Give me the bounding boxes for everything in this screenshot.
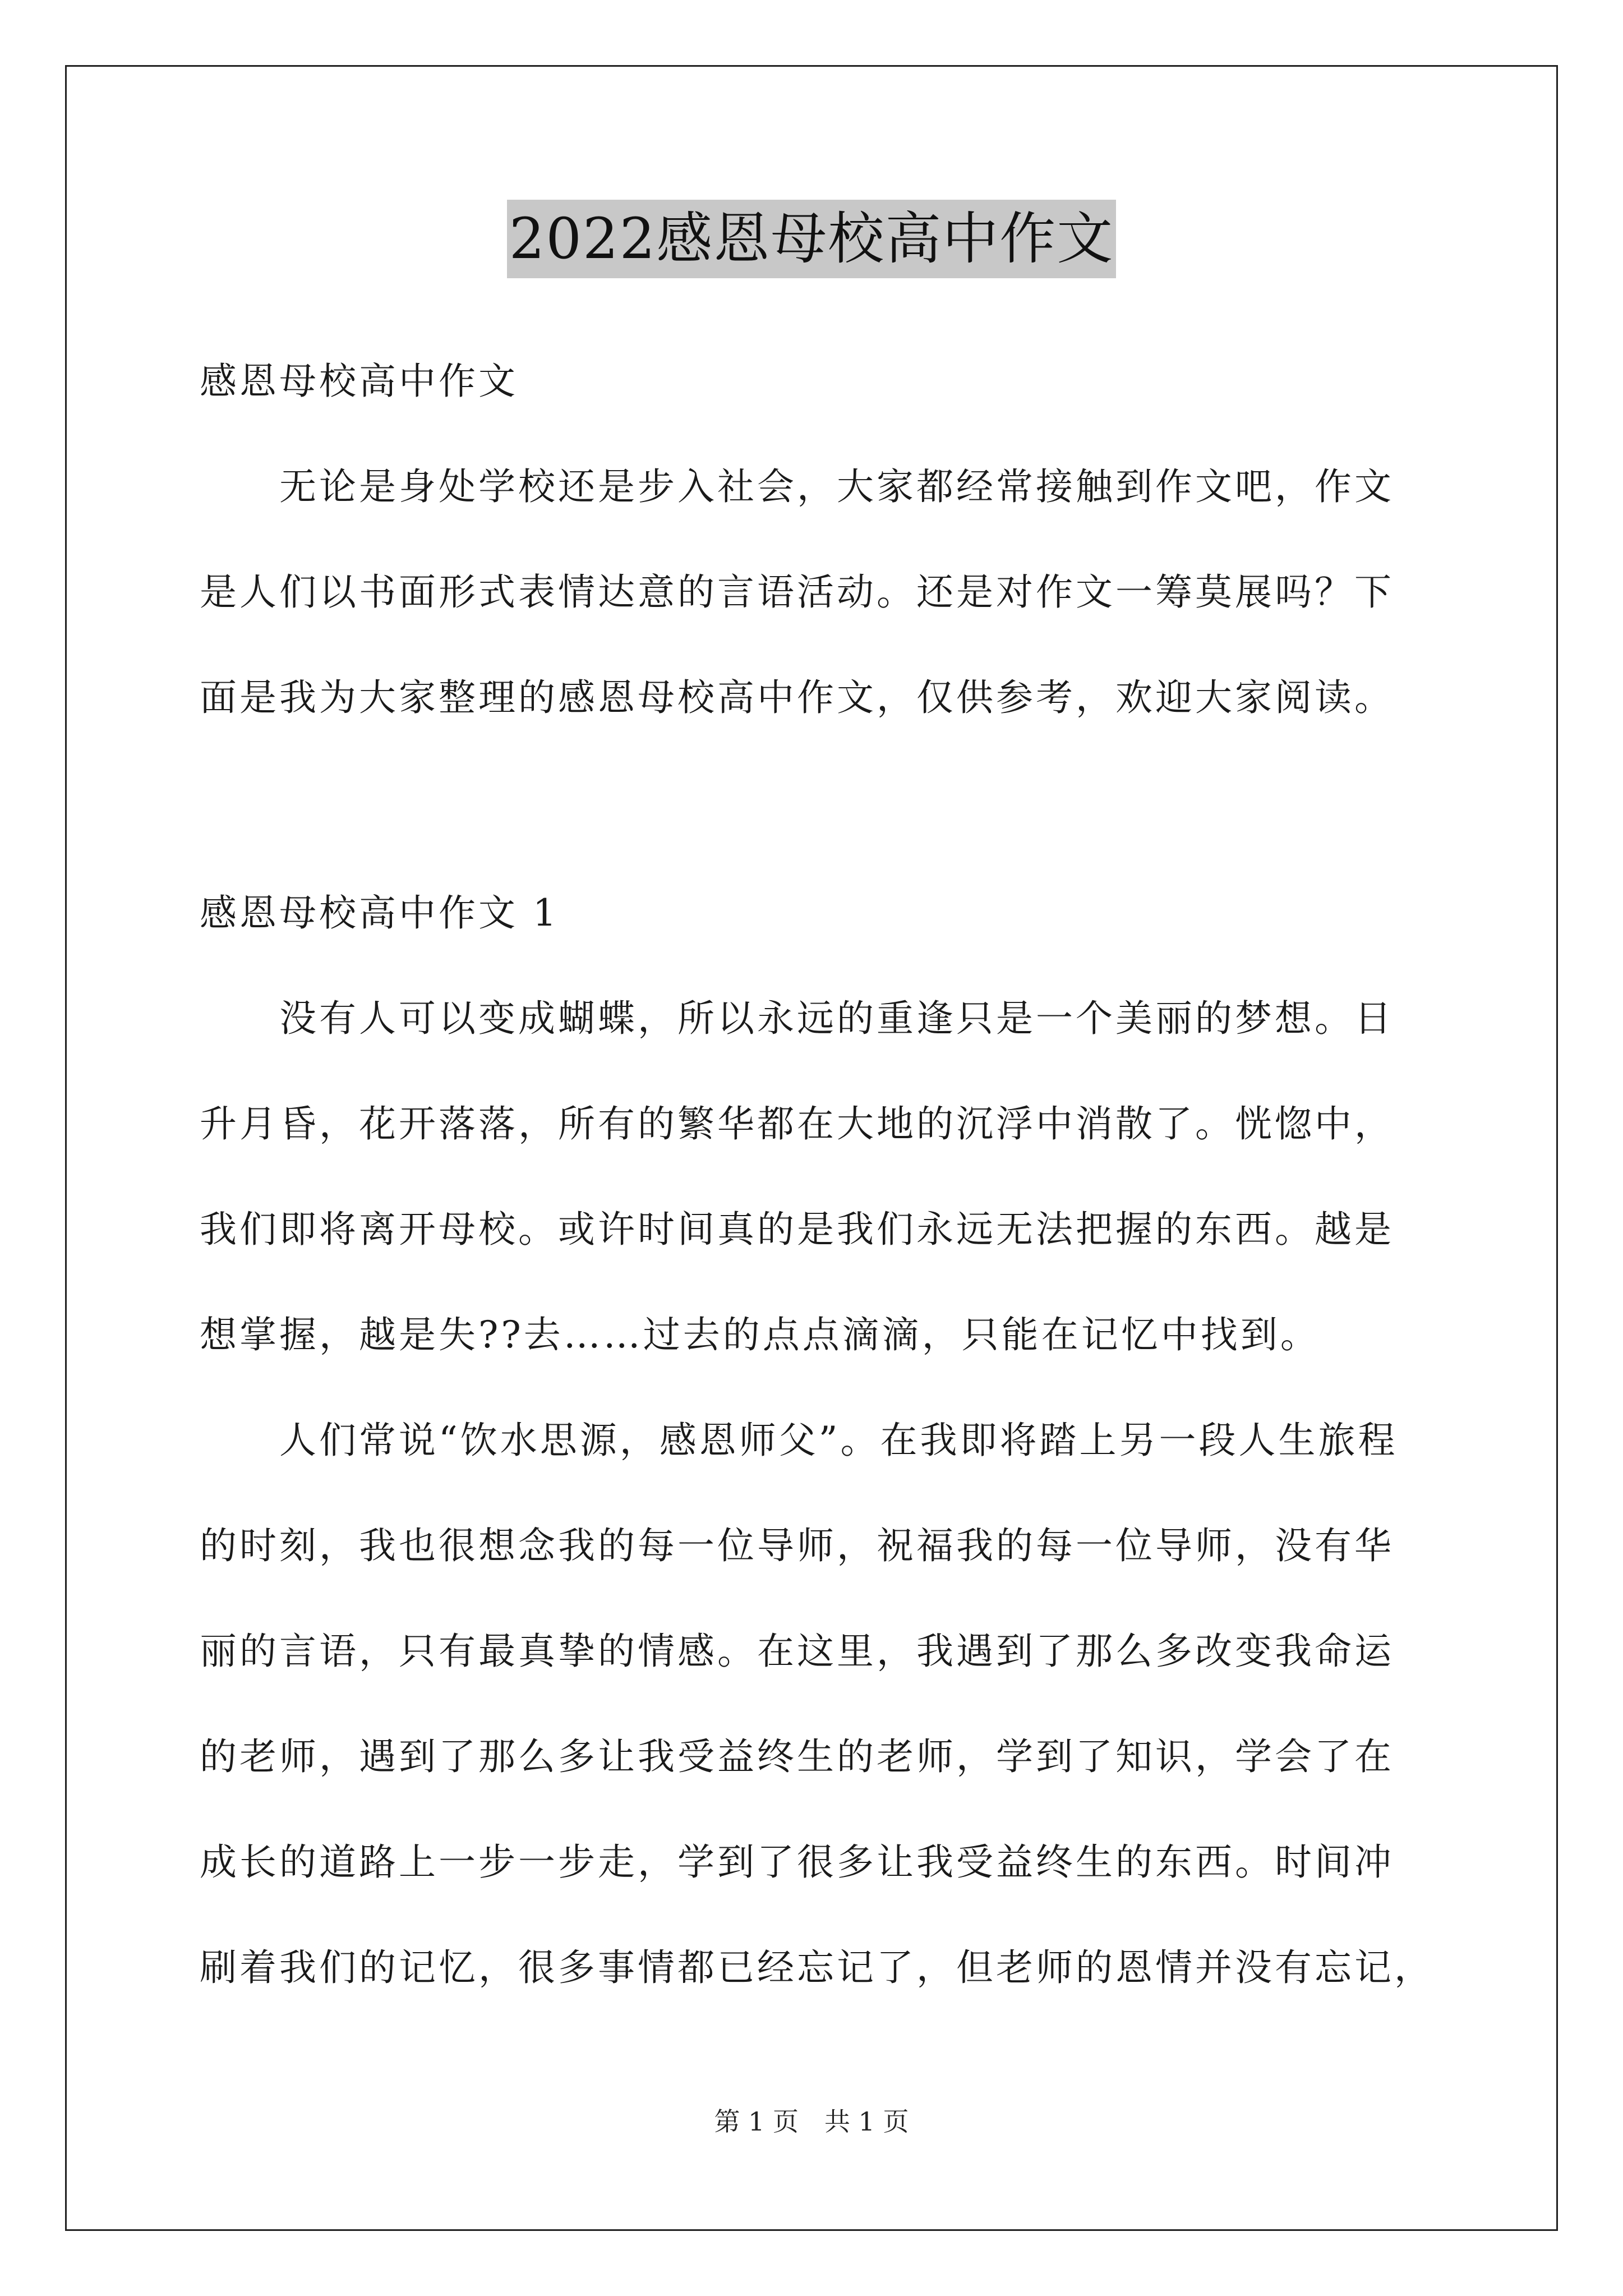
para1-line-4: 想掌握，越是失??去……过去的点点滴滴，只能在记忆中找到。: [200, 1313, 1320, 1356]
section-heading-line: 感恩母校高中作文 1: [200, 891, 559, 935]
paragraph-1: [200, 996, 1434, 1990]
para2-line-5: 成长的道路上一步一步走，学到了很多让我受益终生的东西。时间冲: [200, 1841, 1394, 1884]
para2-line-3: 丽的言语，只有最真挚的情感。在这里，我遇到了那么多改变我命运: [200, 1630, 1394, 1673]
intro-paragraph: [200, 464, 1428, 720]
intro-line-2: 是人们以书面形式表情达意的言语活动。还是对作文一筹莫展吗？下: [200, 570, 1394, 614]
page-footer: [0, 2105, 1623, 2138]
intro-line-1: 无论是身处学校还是步入社会，大家都经常接触到作文吧，作文: [200, 465, 1394, 508]
para2-line-1: 人们常说“饮水思源，感恩师父”。在我即将踏上另一段人生旅程: [200, 1419, 1398, 1462]
intro-line-3: 面是我为大家整理的感恩母校高中作文，仅供参考，欢迎大家阅读。: [200, 676, 1394, 719]
subtitle: [200, 359, 1428, 404]
page-number-label: 第 1 页 共 1 页: [714, 2106, 909, 2137]
title-wrap: [0, 200, 1623, 278]
para1-line-3: 我们即将离开母校。或许时间真的是我们永远无法把握的东西。越是: [200, 1208, 1394, 1251]
para2-line-4: 的老师，遇到了那么多让我受益终生的老师，学到了知识，学会了在: [200, 1735, 1394, 1778]
para2-line-6: 刷着我们的记忆，很多事情都已经忘记了，但老师的恩情并没有忘记，: [200, 1946, 1434, 1989]
para2-line-2: 的时刻，我也很想念我的每一位导师，祝福我的每一位导师，没有华: [200, 1524, 1394, 1567]
document-title: 2022感恩母校高中作文: [507, 200, 1117, 278]
subtitle-line: 感恩母校高中作文: [200, 360, 518, 403]
para1-line-1: 没有人可以变成蝴蝶，所以永远的重逢只是一个美丽的梦想。日: [200, 997, 1394, 1040]
section-heading: [200, 891, 1428, 936]
para1-line-2: 升月昏，花开落落，所有的繁华都在大地的沉浮中消散了。恍惚中，: [200, 1102, 1394, 1145]
